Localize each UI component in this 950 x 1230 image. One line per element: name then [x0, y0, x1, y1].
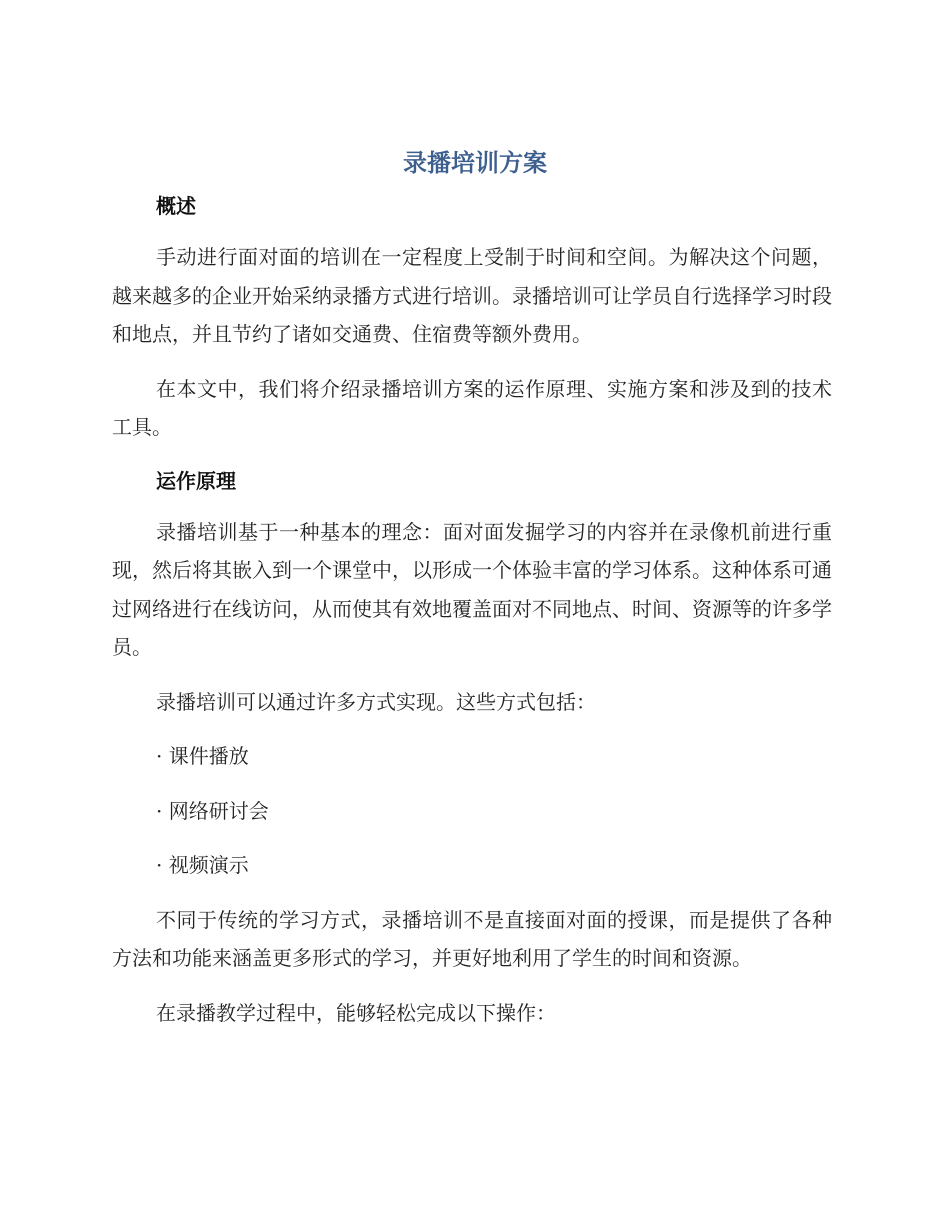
document-title: 录播培训方案 [403, 149, 547, 177]
paragraph-overview-1: 手动进行面对面的培训在一定程度上受制于时间和空间。为解决这个问题，越来越多的企业开始采纳录播方式进行培训。录播培训可让学员自行选择学习时段和地点，并且节约了诸如交通费、住宿费等额外费用。 [112, 245, 832, 346]
spacer [112, 499, 832, 513]
spacer [112, 776, 832, 792]
spacer [112, 447, 832, 463]
paragraph-overview-2: 在本文中，我们将介绍录播培训方案的运作原理、实施方案和涉及到的技术工具。 [112, 376, 832, 439]
paragraph-principle-2: 录播培训可以通过许多方式实现。这些方式包括： [156, 689, 596, 714]
paragraph-principle-1: 录播培训基于一种基本的理念：面对面发掘学习的内容并在录像机前进行重现，然后将其嵌入到一个课堂中，以形成一个体验丰富的学习体系。这种体系可通过网络进行在线访问，从而使其有效地覆盖面对不同地点、时间、资源等的许多学员。 [112, 519, 832, 659]
spacer [112, 667, 832, 683]
spacer [112, 978, 832, 994]
list-item-courseware-playback: · 课件播放 [156, 744, 249, 768]
section-heading-principle: 运作原理 [156, 468, 236, 493]
spacer [112, 830, 832, 846]
list-item-video-demo: · 视频演示 [156, 853, 249, 877]
spacer [112, 224, 832, 238]
spacer [112, 721, 832, 737]
paragraph-principle-3: 不同于传统的学习方式，录播培训不是直接面对面的授课，而是提供了各种方法和功能来涵盖更多形式的学习，并更好地利用了学生的时间和资源。 [112, 907, 832, 970]
section-heading-overview: 概述 [156, 194, 196, 218]
paragraph-principle-4: 在录播教学过程中，能够轻松完成以下操作： [156, 1000, 556, 1025]
list-item-webinar: · 网络研讨会 [156, 798, 269, 823]
spacer [112, 885, 832, 901]
spacer [112, 354, 832, 370]
document-body [112, 188, 832, 1032]
